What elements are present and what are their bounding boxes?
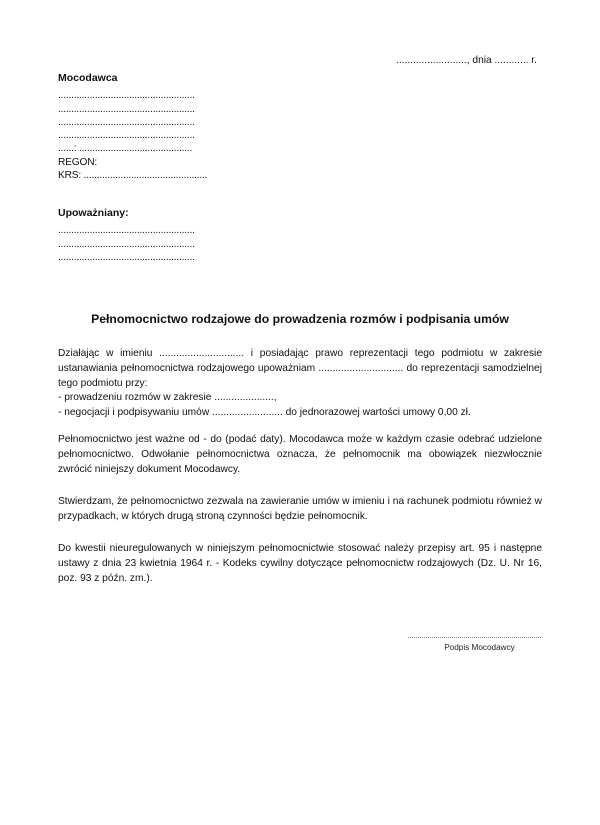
regon-field: REGON: [58, 156, 97, 168]
paragraph-statement [58, 495, 542, 525]
paragraph-text: Stwierdzam, że pełnomocnictwo zezwala na zawieranie umów w imieniu i na rachunek podmiotu również w przypadkach, w których drugą stroną czynności będzie pełnomocnik. [58, 496, 542, 522]
upowazniany-block [58, 207, 195, 264]
paragraph-validity [58, 433, 542, 477]
mocodawca-line: .................................................... [58, 130, 195, 142]
krs-field: KRS: ............................................... [58, 170, 208, 182]
paragraph-text: Pełnomocnictwo jest ważne od - do (podać daty). Mocodawca może w każdym czasie odebrać udzielone pełnomocnictwo. Odwołanie pełnomocnictwa oznacza, że pełnomocnik ma obowiązek niezwłocznie zwrócić niniejszy dokument Mocodawcy. [58, 434, 542, 475]
mocodawca-heading: Mocodawca [58, 72, 118, 84]
list-item: - negocjacji i podpisywaniu umów ......................... do jednorazowej wartości umowy 0,00 zł. [58, 407, 471, 419]
signature-line [408, 637, 541, 638]
mocodawca-block [58, 72, 207, 182]
paragraph-representation [58, 347, 542, 421]
upowazniany-line: .................................................... [58, 251, 195, 263]
list-item: - prowadzeniu rozmów w zakresie ....................., [58, 392, 277, 404]
paragraph-legal-basis [58, 542, 542, 586]
document-title: Pełnomocnictwo rodzajowe do prowadzenia rozmów i podpisania umów [91, 312, 509, 326]
signature-label: Podpis Mocodawcy [444, 643, 515, 652]
mocodawca-line: .................................................... [58, 90, 195, 102]
upowazniany-heading: Upoważniany: [58, 207, 129, 219]
mocodawca-line: .................................................... [58, 103, 195, 115]
upowazniany-line: .................................................... [58, 238, 195, 250]
paragraph-text: Do kwestii nieuregulowanych w niniejszym pełnomocnictwie stosować należy przepisy art. 95 i następne ustawy z dnia 23 kwietnia 1964 r. - Kodeks cywilny dotyczące pełnomocnictw rodzajowych (Dz. U. Nr 16, poz. 93 z późn. zm.). [58, 543, 542, 584]
mocodawca-line: .................................................... [58, 116, 195, 128]
paragraph-text: Działając w imieniu .............................. i posiadając prawo reprezentacji tego podmiotu w zakresie ustanawiania pełnomocnictwa rodzajowego upoważniam .............................. do reprezentacji samodzielnej tego podmiotu przy: [58, 348, 542, 389]
upowazniany-line: .................................................... [58, 225, 195, 237]
mocodawca-line: ......: ........................................... [58, 143, 193, 155]
date-line: ........................., dnia ............ r. [396, 55, 537, 66]
